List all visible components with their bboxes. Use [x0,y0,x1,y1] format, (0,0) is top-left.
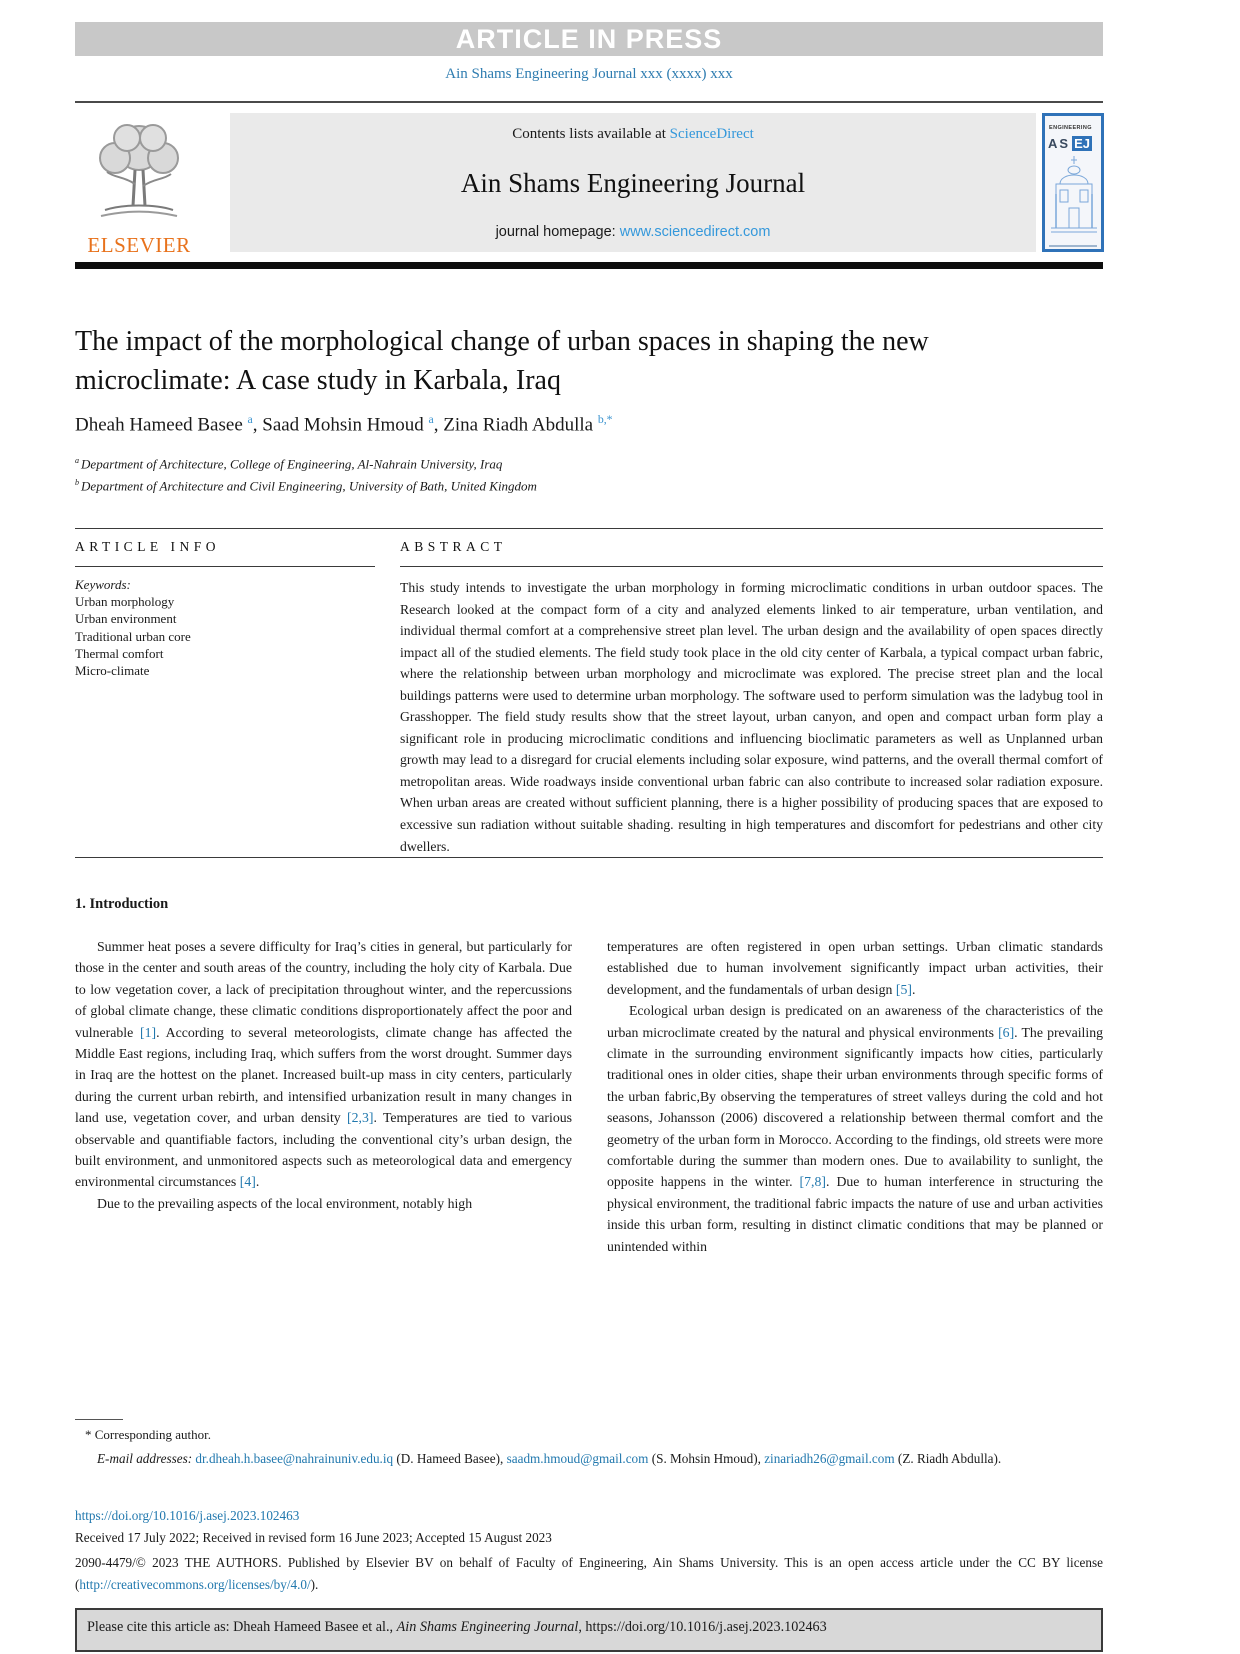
keyword-item: Urban environment [75,611,177,627]
intro-paragraph-4 [607,1000,1103,1257]
abstract-bottom-rule [75,857,1103,858]
article-title: The impact of the morphological change of urban spaces in shaping the new microclimate: A case study in Karbala, Iraq [75,326,929,396]
affiliation-b [75,474,1075,496]
header-rule [75,101,1103,103]
cover-footer-line [1049,245,1097,247]
cover-building-icon [1047,150,1101,241]
elsevier-logo [78,114,200,258]
journal-cover-inner [1045,116,1101,249]
text-segment: (D. Hameed Basee), [393,1451,507,1466]
author-list [75,413,1075,436]
journal-cover-thumbnail[interactable] [1042,113,1104,252]
text-segment: Ain Shams Engineering Journal [396,1619,579,1635]
inline-link[interactable]: [5] [895,981,912,997]
inline-link[interactable]: a [247,413,253,426]
text-segment: , Saad Mohsin Hmoud [252,414,429,436]
affiliations [75,452,1075,496]
inline-link[interactable]: zinariadh26@gmail.com [764,1451,895,1466]
elsevier-tree-icon [83,213,195,230]
contents-prefix: Contents lists available at [512,126,670,142]
citation-text [87,1619,827,1635]
sciencedirect-link[interactable]: ScienceDirect [669,126,754,142]
text-segment: Ecological urban design is predicated on an awareness of the characteristics of the urban microclimate created by the natural and physical environments [607,1003,1103,1040]
inline-link[interactable]: [4] [239,1174,256,1190]
abstract-rule [400,566,1103,567]
citation-box [75,1608,1103,1652]
abstract-heading: ABSTRACT [400,539,507,554]
copyright-line [75,1552,1103,1596]
text-segment: , Zina Riadh Abdulla [433,414,598,436]
text-segment: . According to several meteorologists, climate change has affected the Middle East regions, including Iraq, which suffers from the worst drought. Summer days in Iraq are the hottest on the planet. Increased built-up mass in city centers, particularly during the current urban rebirth, and intensified urbanization result in many changes in land use, vegetation cover, and urban density [75,1024,572,1126]
section-heading-introduction: 1. Introduction [75,896,169,912]
text-segment: b [75,477,82,487]
keyword-item: Urban morphology [75,594,175,610]
text-segment: Dheah Hameed Basee [75,414,248,436]
inline-link[interactable]: dr.dheah.h.basee@nahrainuniv.edu.iq [195,1451,394,1466]
inline-link[interactable]: b,* [597,413,613,426]
intro-paragraph-2: Due to the prevailing aspects of the local environment, notably high [97,1195,473,1211]
keyword-item: Traditional urban core [75,628,191,644]
affiliation-a [75,452,1075,474]
contents-line [230,126,1036,143]
elsevier-wordmark: ELSEVIER [87,233,191,257]
text-segment: . [255,1174,260,1190]
text-segment: (S. Mohsin Hmoud), [648,1451,765,1466]
text-segment: . Due to human interference in structuring the physical environment, the traditional fabric impacts the nature of use and urban activities inside this urban form, resulting in distinct climatic conditions that may be planned or unintended within [607,1174,1104,1254]
article-in-press-label: ARTICLE IN PRESS [455,23,723,54]
keyword-item: Micro-climate [75,663,150,679]
masthead-divider [75,262,1103,269]
doi-link[interactable]: https://doi.org/10.1016/j.asej.2023.102463 [75,1508,300,1523]
keywords-label: Keywords: [75,577,131,592]
text-segment: temperatures are often registered in open urban settings. Urban climatic standards established due to human involvement significantly impact urban activities, their development, and the fundamentals of urban design [607,939,1103,997]
text-segment: (Z. Riadh Abdulla). [894,1451,1002,1466]
homepage-prefix: journal homepage: [495,224,620,240]
cover-logo-ej: EJ [1074,136,1090,151]
footnote-rule [75,1419,123,1420]
text-segment: . [911,981,916,997]
info-top-rule [75,528,1103,529]
text-segment: . The prevailing climate in the surrounding environment significantly impacts how cities, particularly traditional ones in older cities, shape their urban environments through specific forms of the urban fabric,By observing the temperatures of street valleys during the cold and hot seasons, Johansson (2006) discovered a relationship between thermal comfort and the geometry of the urban form in Morocco. According to the findings, old streets were more comfortable during the summer than modern ones. Due to availability to sunlight, the opposite happens in the winter. [607,1024,1103,1190]
homepage-line [230,224,1036,240]
cover-logo-as: AS [1048,136,1071,151]
intro-right-column [607,936,1103,1257]
text-segment: Summer heat poses a severe difficulty for Iraq’s cities in general, but particularly for those in the center and south areas of the country, including the holy city of Karbala. Due to low vegetation cover, a lack of precipitation throughout winter, and the repercussions of global climate change, these climatic conditions disproportionately affect the poor and vulnerable [75,939,572,1040]
email-addresses-line [75,1448,1103,1470]
intro-paragraph-1 [75,936,572,1193]
inline-link[interactable]: a [428,413,434,426]
keywords-block [75,576,375,679]
text-segment: Department of Architecture and Civil Engineering, University of Bath, United Kingdom [81,478,537,494]
abstract-text: This study intends to investigate the urban morphology in forming microclimatic conditions in urban outdoor spaces. The Research looked at the compact form of a city and analyzed elements linked to air temperature, urban ventilation, and individual thermal comfort at a comprehensive street plan level. The urban design and the availability of open spaces directly impact all of the studied elements. The field study took place in the old city center of Karbala, a typical compact urban fabric, where the relationship between urban morphology and microclimate was explored. The precise street plan and the local buildings patterns were used to determine urban morphology. The software used to perform simulation was the ladybug tool in Grasshopper. The field study results show that the street layout, urban canyon, and open and compact urban form play a significant role in producing microclimatic conditions and influencing bioclimatic parameters as well as Unplanned urban growth may lead to a disregard for crucial elements including solar exposure, wind patterns, and the overall thermal comfort of metropolitan areas. Wide roadways inside conventional urban fabric can also contribute to increased solar radiation exposure. When urban areas are created without sufficient planning, there is a higher possibility of producing spaces that are exposed to excessive sun radiation without suitable shading. resulting in high temperatures and discomfort for pedestrians and other city dwellers. [400,580,1103,854]
text-segment: E-mail addresses: [97,1451,196,1466]
cover-asej-logo [1048,136,1099,151]
article-info-heading: ARTICLE INFO [75,539,221,554]
journal-title: Ain Shams Engineering Journal [460,168,806,198]
text-segment: ). [310,1577,319,1592]
text-segment: , https://doi.org/10.1016/j.asej.2023.102463 [578,1619,827,1635]
text-segment: Department of Architecture, College of Engineering, Al-Nahrain University, Iraq [81,456,503,472]
keyword-item: Thermal comfort [75,645,164,661]
text-segment: . Temperatures are tied to various observable and quantifiable factors, including the conventional city’s urban design, the built environment, and unmonitored aspects such as meteorological data and emergency environmental circumstances [75,1110,572,1190]
text-segment: a [75,456,82,465]
article-info-rule [75,566,375,567]
corresponding-author-note: * Corresponding author. [85,1427,212,1442]
keywords-list [75,593,375,679]
journal-masthead-box [230,113,1036,252]
article-in-press-banner [75,22,1103,56]
intro-paragraph-3 [607,936,1103,1000]
inline-link[interactable]: [1] [140,1024,157,1040]
cover-series-label: ENGINEERING [1049,125,1092,131]
inline-link[interactable]: [6] [998,1024,1015,1040]
text-segment: 2090-4479/© 2023 THE AUTHORS. Published by Elsevier BV on behalf of Faculty of Engineering, Ain Shams University. This is an open access article under the CC BY license ( [75,1555,1103,1592]
running-head[interactable]: Ain Shams Engineering Journal xxx (xxxx) xxx [445,66,733,82]
inline-link[interactable]: [2,3] [347,1110,374,1126]
inline-link[interactable]: saadm.hmoud@gmail.com [506,1451,649,1466]
inline-link[interactable]: http://creativecommons.org/licenses/by/4.0/ [79,1577,311,1592]
received-dates: Received 17 July 2022; Received in revised form 16 June 2023; Accepted 15 August 2023 [75,1530,552,1545]
inline-link[interactable]: [7,8] [799,1174,826,1190]
intro-left-column [75,936,572,1214]
homepage-link[interactable]: www.sciencedirect.com [619,224,771,240]
text-segment: Please cite this article as: Dheah Hameed Basee et al., [87,1619,397,1635]
